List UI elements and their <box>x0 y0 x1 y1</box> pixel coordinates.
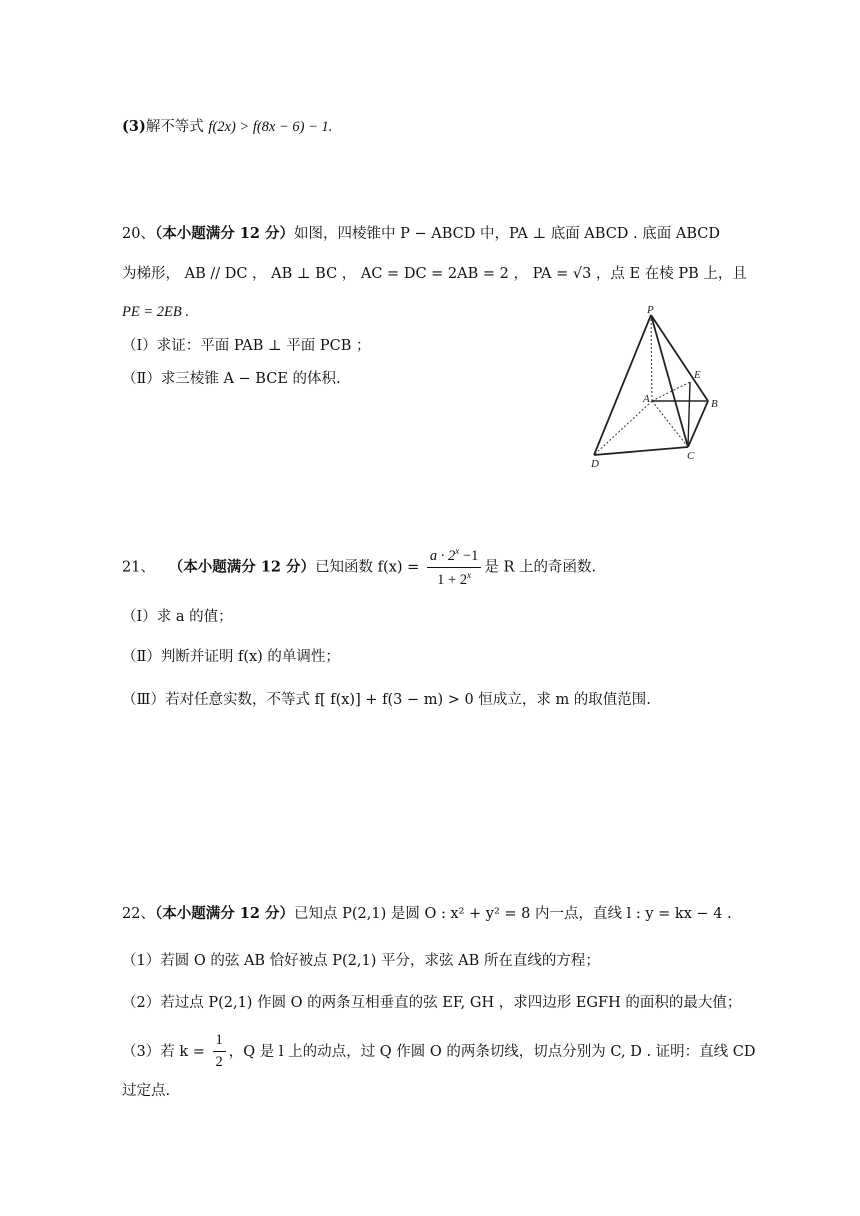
q22-part3-prefix: （3）若 k = <box>122 1043 205 1060</box>
q20-part1-text: （Ⅰ）求证：平面 PAB ⊥ 平面 PCB ； <box>122 338 371 354</box>
q19-part3-math: f(2x) > f(8x − 6) − 1. <box>208 119 333 135</box>
q22-part1-text: （1）若圆 O 的弦 AB 恰好被点 P(2,1) 平分，求弦 AB 所在直线的方程； <box>122 953 600 969</box>
edge-pa-hidden <box>651 315 652 401</box>
label-d: D <box>591 458 599 470</box>
q22-points: （本小题满分 12 分） <box>154 905 294 922</box>
q22-part3 <box>122 1032 756 1072</box>
q21-frac-num: $a \cdot 2^x -1$ <box>427 546 481 568</box>
q19-part3-label: (3) <box>122 118 146 135</box>
q20-number: 20、 <box>122 226 155 242</box>
q22-part2-text: （2）若过点 P(2,1) 作圆 O 的两条互相垂直的弦 EF, GH ，求四边形 EGFH 的面积的最大值； <box>122 995 742 1011</box>
q20-part1 <box>122 339 370 354</box>
q21-part2-text: （Ⅱ）判断并证明 f(x) 的单调性； <box>122 649 340 665</box>
label-b: B <box>711 398 718 410</box>
q21-stem <box>122 546 596 589</box>
q20-stem-line-1 <box>122 227 720 242</box>
q19-part3 <box>122 120 332 135</box>
q22-part3-line2-text: 过定点. <box>122 1083 171 1099</box>
q21-part3 <box>122 693 651 708</box>
q20-stem-1: 如图，四棱锥中 P − ABCD 中，PA ⊥ 底面 ABCD . 底面 ABCD <box>293 226 720 242</box>
edge-pb <box>651 315 708 401</box>
q22-part3-line2 <box>122 1084 170 1099</box>
q20-points: （本小题满分 12 分） <box>154 225 294 242</box>
label-e: E <box>694 369 701 381</box>
edge-pc <box>651 315 688 447</box>
edge-ac-hidden <box>652 401 688 447</box>
q22-part1 <box>122 954 600 969</box>
q21-part1 <box>122 610 233 625</box>
label-c: C <box>687 450 695 462</box>
q21-number: 21、 <box>122 559 155 576</box>
q22-part2 <box>122 996 741 1011</box>
q21-part2 <box>122 650 340 665</box>
q21-part3-text: （Ⅲ）若对任意实数，不等式 f[ f(x)] + f(3 − m) > 0 恒成立，求 m 的取值范围. <box>122 692 651 708</box>
edge-ad-hidden <box>594 401 652 455</box>
label-a: A <box>643 393 650 405</box>
q20-stem-2: 为梯形， AB // DC ， AB ⊥ BC ， AC = DC = 2AB = 2 ， PA = √3 ，点 E 在棱 PB 上，且 <box>122 266 747 282</box>
edge-pd <box>594 315 651 455</box>
q22-part3-suffix: ，Q 是 l 上的动点，过 Q 作圆 O 的两条切线，切点分别为 C, D . 证明：直线 CD <box>228 1043 756 1060</box>
edge-cb <box>688 401 708 447</box>
q21-stem-prefix: 已知函数 f(x) = <box>315 559 420 576</box>
q20-stem-line-2 <box>122 267 747 282</box>
edge-dc <box>594 447 688 455</box>
q19-part3-text: 解不等式 <box>145 119 204 135</box>
q20-part2 <box>122 372 341 387</box>
q22-part3-fraction <box>213 1032 226 1072</box>
q20-part2-text: （Ⅱ）求三棱锥 A − BCE 的体积. <box>122 371 341 387</box>
q21-points: （本小题满分 12 分） <box>168 558 316 576</box>
q20-stem-line-3 <box>122 305 189 320</box>
q21-part1-text: （Ⅰ）求 a 的值； <box>122 609 233 625</box>
q21-fraction <box>427 546 481 589</box>
pyramid-figure <box>585 302 735 477</box>
q22-frac-num: 1 <box>213 1032 226 1052</box>
label-p: P <box>647 304 654 316</box>
q22-stem <box>122 907 732 922</box>
q22-stem-text: 已知点 P(2,1) 是圆 O : x² + y² = 8 内一点，直线 l : y = kx − 4 . <box>293 906 732 922</box>
q22-frac-den: 2 <box>215 1054 223 1071</box>
q20-stem-3: PE = 2EB . <box>122 304 189 320</box>
q22-number: 22、 <box>122 906 155 922</box>
edge-ce <box>688 382 690 447</box>
q21-frac-den: $1 + 2^x$ <box>437 570 472 589</box>
q21-stem-suffix: 是 R 上的奇函数. <box>484 559 597 576</box>
